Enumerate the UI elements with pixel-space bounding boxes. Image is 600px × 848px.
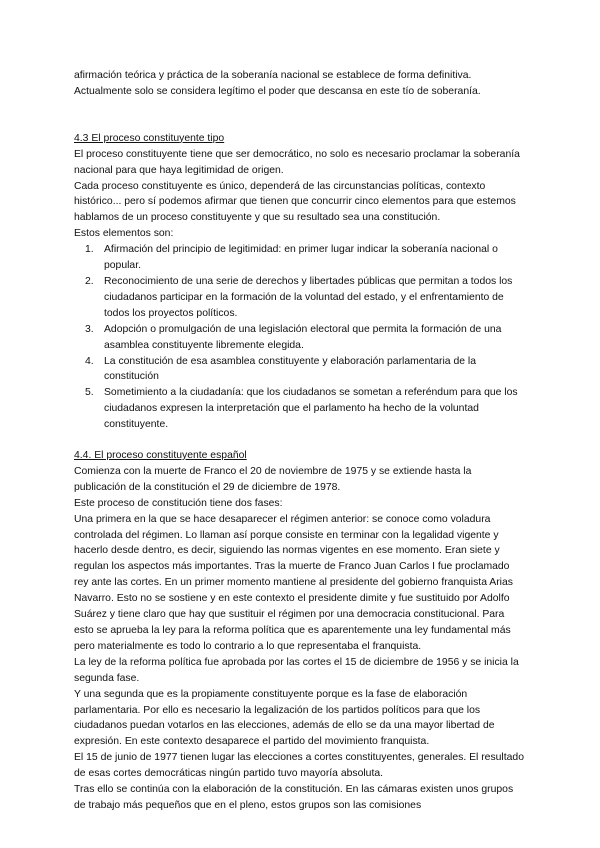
section-4-4-paragraph: Tras ello se continúa con la elaboración de la constitución. En las cámaras existen unos grupos de trabajo más pequeños que en el pleno, estos grupos son las comisiones: [74, 784, 514, 811]
list-item: [85, 354, 526, 386]
section-4-4-paragraph: La ley de la reforma política fue aprobada por las cortes el 15 de diciembre de 1956 y se inicia la segunda fase.: [74, 656, 519, 684]
list-item-number: 4.: [85, 355, 94, 367]
list-item: [85, 385, 526, 433]
section-4-4-paragraph: Una primera en la que se hace desaparecer el régimen anterior: se conoce como voladura controlada del régimen. Lo llaman así porque consiste en terminar con la legalidad vigente y hacerlo desde dentro, es decir, siguiendo las normas vigentes en ese momento. Eran siete y regulan los aspectos más importantes. Tras la muerte de Franco Juan Carlos I fue proclamado rey ante las cortes. En un primer momento mantiene al presidente del gobierno franquista Arias Navarro. Esto no se sostiene y en este contexto el presidente dimite y fue sustituido por Adolfo Suárez y tiene claro que hay que sustituir el régimen por una democracia constitucional. Para esto se aprueba la ley para la reforma política que es aparentemente una ley fundamental más pero materialmente es todo lo contrario a lo que representaba el franquista.: [74, 513, 513, 652]
spacer: [74, 433, 526, 448]
list-item: [85, 322, 526, 354]
list-item-text: Sometimiento a la ciudadanía: que los ciudadanos se sometan a referéndum para que los ciudadanos expresen la interpretación que el parlamento ha hecho de la voluntad constituyente.: [104, 387, 518, 431]
section-heading-4-3: 4.3 El proceso constituyente tipo: [74, 132, 225, 144]
list-item-text: Reconocimiento de una serie de derechos y libertades públicas que permitan a todos los ciudadanos participar en la formación de la voluntad del estado, y el enfrentamiento de todos los proyectos políticos.: [104, 275, 513, 319]
list-item-text: Afirmación del principio de legitimidad: en primer lugar indicar la soberanía nacional o popular.: [104, 244, 498, 272]
section-4-4-paragraph: Este proceso de constitución tiene dos fases:: [74, 497, 283, 509]
spacer: [74, 100, 526, 131]
section-heading-4-4: 4.4. El proceso constituyente español: [74, 450, 247, 462]
list-item: [85, 274, 526, 322]
list-item-number: 2.: [85, 275, 94, 287]
section-4-4-paragraph: El 15 de junio de 1977 tienen lugar las elecciones a cortes constituyentes, generales. El resultado de esas cortes democráticas ningún partido tuvo mayoría absoluta.: [74, 752, 524, 780]
list-item-text: Adopción o promulgación de una legislación electoral que permita la formación de una asamblea constituyente libremente elegida.: [104, 323, 502, 351]
section-4-3-paragraph: El proceso constituyente tiene que ser democrático, no solo es necesario proclamar la soberanía nacional para que haya legitimidad de origen.: [74, 148, 520, 176]
section-4-3-paragraph: Estos elementos son:: [74, 228, 174, 240]
list-item-number: 1.: [85, 244, 94, 256]
list-item-text: La constitución de esa asamblea constituyente y elaboración parlamentaria de la constitución: [104, 355, 476, 383]
section-4-4-paragraph: Y una segunda que es la propiamente constituyente porque es la fase de elaboración parlamentaria. Por ello es necesario la legalización de los partidos políticos para que los ciudadanos puedan votarlos en las elecciones, además de ello se da una mayor libertad de expresión. En este contexto desaparece el partido del movimiento franquista.: [74, 688, 495, 748]
document-page: [74, 68, 526, 814]
elements-list: [74, 242, 526, 433]
intro-line-1: afirmación teórica y práctica de la soberanía nacional se establece de forma definitiva.: [74, 70, 472, 81]
section-4-3-paragraph: Cada proceso constituyente es único, dependerá de las circunstancias políticas, contexto histórico... pero sí podemos afirmar que tienen que concurrir cinco elementos para que estemos hablamos de un proceso constituyente y que su resultado sea una constitución.: [74, 180, 516, 224]
list-item: [85, 242, 526, 274]
section-4-4-paragraph: Comienza con la muerte de Franco el 20 de noviembre de 1975 y se extiende hasta la publicación de la constitución el 29 de diciembre de 1978.: [74, 465, 472, 493]
intro-line-2: Actualmente solo se considera legítimo el poder que descansa en este tío de soberanía.: [74, 85, 481, 97]
list-item-number: 5.: [85, 387, 94, 399]
list-item-number: 3.: [85, 323, 94, 335]
